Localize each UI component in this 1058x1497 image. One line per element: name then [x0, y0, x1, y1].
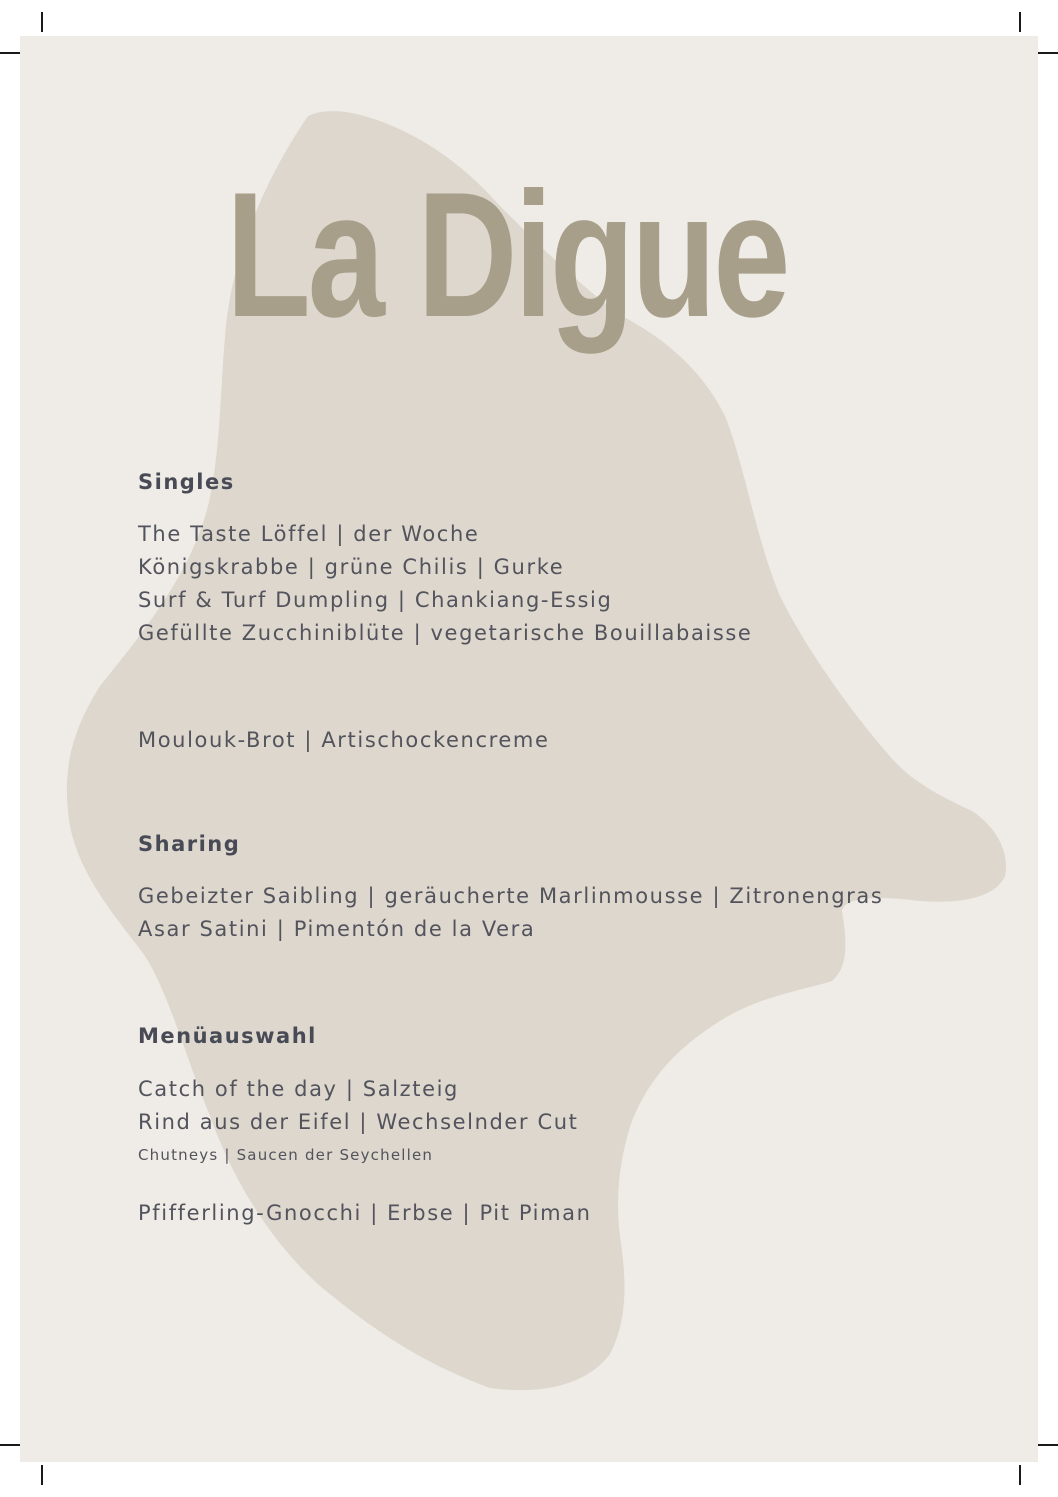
menu-item: Catch of the day | Salzteig [138, 1077, 459, 1101]
section-heading-singles: Singles [138, 470, 235, 494]
menu-item: Gefüllte Zucchiniblüte | vegetarische Bouillabaisse [138, 621, 753, 645]
crop-mark [41, 12, 43, 32]
menu-item: Gebeizter Saibling | geräucherte Marlinmousse | Zitronengras [138, 884, 884, 908]
menu-item: Königskrabbe | grüne Chilis | Gurke [138, 555, 565, 579]
menu-item: Moulouk-Brot | Artischockencreme [138, 728, 550, 752]
restaurant-title: La Digue [226, 155, 788, 354]
menu-item: Asar Satini | Pimentón de la Vera [138, 917, 536, 941]
menu-item-note: Chutneys | Saucen der Seychellen [138, 1146, 434, 1164]
crop-mark [1038, 52, 1058, 54]
section-heading-menu-choice: Menüauswahl [138, 1024, 317, 1048]
crop-mark [41, 1465, 43, 1485]
menu-item: Surf & Turf Dumpling | Chankiang-Essig [138, 588, 613, 612]
menu-item: Rind aus der Eifel | Wechselnder Cut [138, 1110, 579, 1134]
menu-page [20, 36, 1038, 1462]
crop-mark [0, 1444, 20, 1446]
crop-mark [1019, 12, 1021, 32]
menu-item: Pfifferling-Gnocchi | Erbse | Pit Piman [138, 1201, 592, 1225]
crop-mark [1019, 1465, 1021, 1485]
crop-mark [0, 52, 20, 54]
crop-mark [1038, 1444, 1058, 1446]
menu-item: The Taste Löffel | der Woche [138, 522, 480, 546]
section-heading-sharing: Sharing [138, 832, 241, 856]
